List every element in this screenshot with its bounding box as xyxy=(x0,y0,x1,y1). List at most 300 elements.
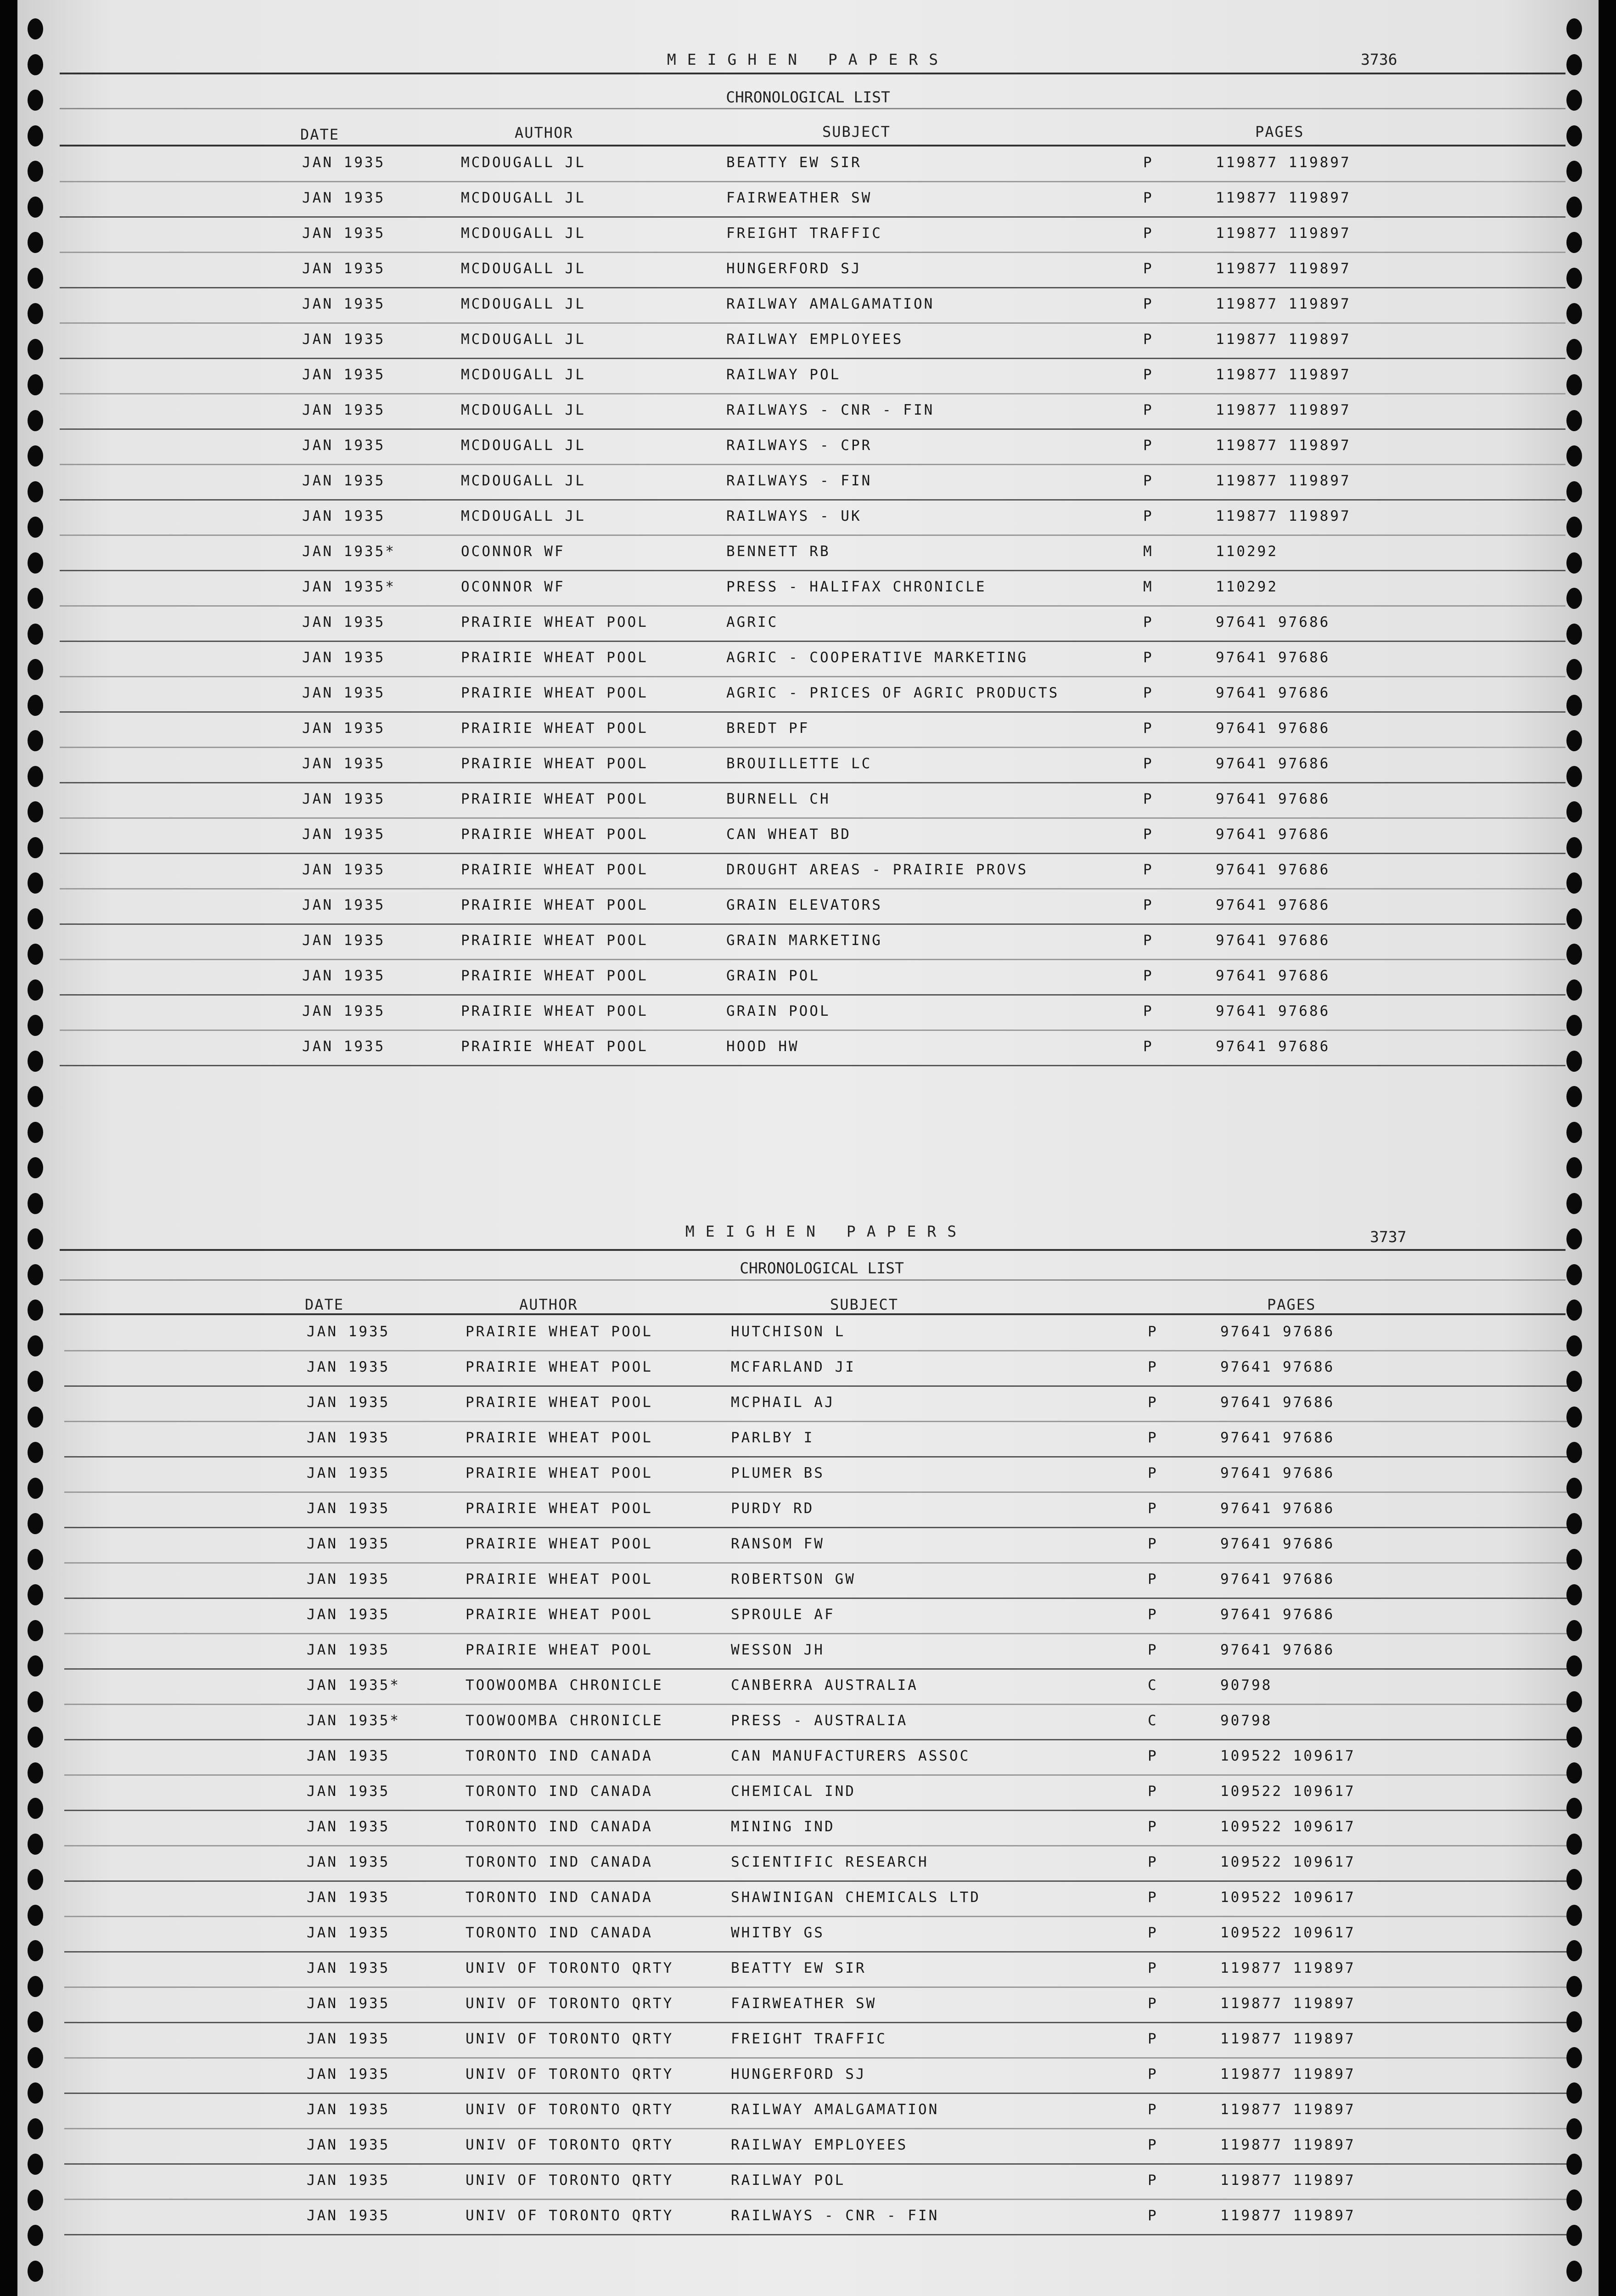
column-header-pages: PAGES xyxy=(1267,1296,1316,1313)
cell-date: JAN 1935 xyxy=(302,225,386,242)
cell-date: JAN 1935 xyxy=(307,2137,390,2153)
header-rule xyxy=(60,1279,1566,1281)
cell-pages: 119877 119897 xyxy=(1216,154,1351,171)
table-row xyxy=(22,2165,1603,2200)
cell-subject: BENNETT RB xyxy=(726,543,830,560)
cell-type: P xyxy=(1148,2101,1158,2118)
table-row xyxy=(17,925,1599,960)
sprocket-hole xyxy=(1566,232,1582,253)
sprocket-hole xyxy=(1566,872,1582,894)
cell-pages: 119877 119897 xyxy=(1216,366,1351,383)
table-row xyxy=(22,1776,1603,1811)
sprocket-hole xyxy=(1566,1584,1582,1605)
cell-subject: AGRIC - PRICES OF AGRIC PRODUCTS xyxy=(726,685,1060,701)
cell-author: PRAIRIE WHEAT POOL xyxy=(466,1606,653,1623)
cell-subject: RANSOM FW xyxy=(731,1536,825,1552)
sprocket-hole xyxy=(1566,445,1582,467)
cell-subject: SCIENTIFIC RESEARCH xyxy=(731,1854,929,1870)
cell-date: JAN 1935 xyxy=(307,1642,390,1658)
sprocket-hole xyxy=(1566,2189,1582,2211)
cell-subject: SHAWINIGAN CHEMICALS LTD xyxy=(731,1889,981,1906)
cell-pages: 97641 97686 xyxy=(1220,1606,1335,1623)
sprocket-hole xyxy=(1566,1620,1582,1641)
cell-author: MCDOUGALL JL xyxy=(461,331,586,348)
cell-date: JAN 1935 xyxy=(302,1003,386,1019)
cell-subject: FREIGHT TRAFFIC xyxy=(731,2031,887,2047)
cell-date: JAN 1935 xyxy=(302,402,386,418)
sprocket-hole xyxy=(1566,1655,1582,1677)
cell-author: MCDOUGALL JL xyxy=(461,154,586,171)
cell-subject: RAILWAY EMPLOYEES xyxy=(731,2137,908,2153)
sprocket-hole xyxy=(1566,2082,1582,2104)
cell-author: TORONTO IND CANADA xyxy=(466,1854,653,1870)
cell-author: MCDOUGALL JL xyxy=(461,366,586,383)
sprocket-hole xyxy=(1566,161,1582,182)
sprocket-hole xyxy=(28,1584,43,1605)
table-row xyxy=(22,1351,1603,1387)
sprocket-hole xyxy=(1566,1407,1582,1428)
cell-type: P xyxy=(1148,1818,1158,1835)
cell-author: MCDOUGALL JL xyxy=(461,508,586,524)
cell-pages: 97641 97686 xyxy=(1216,614,1330,630)
header-rule xyxy=(60,108,1566,109)
cell-subject: HUTCHISON L xyxy=(731,1323,846,1340)
cell-pages: 109522 109617 xyxy=(1220,1889,1356,1906)
cell-subject: RAILWAY POL xyxy=(731,2172,846,2189)
header-rule xyxy=(60,73,1566,74)
cell-date: JAN 1935 xyxy=(302,296,386,312)
cell-author: TORONTO IND CANADA xyxy=(466,1818,653,1835)
sprocket-hole xyxy=(28,1798,43,1819)
cell-pages: 119877 119897 xyxy=(1220,1960,1356,1976)
table-row xyxy=(17,677,1599,713)
cell-pages: 109522 109617 xyxy=(1220,1854,1356,1870)
cell-pages: 97641 97686 xyxy=(1216,720,1330,737)
cell-author: PRAIRIE WHEAT POOL xyxy=(461,897,648,913)
cell-author: MCDOUGALL JL xyxy=(461,296,586,312)
cell-pages: 110292 xyxy=(1216,543,1278,560)
row-divider xyxy=(64,2234,1570,2235)
row-divider xyxy=(60,1065,1566,1066)
table-row xyxy=(17,536,1599,571)
sprocket-hole xyxy=(1566,2154,1582,2175)
sprocket-hole xyxy=(1566,2011,1582,2032)
cell-pages: 119877 119897 xyxy=(1220,1995,1356,2012)
table-row xyxy=(17,1031,1599,1066)
cell-type: M xyxy=(1143,543,1154,560)
cell-author: TORONTO IND CANADA xyxy=(466,1748,653,1764)
cell-pages: 119877 119897 xyxy=(1216,296,1351,312)
cell-subject: PLUMER BS xyxy=(731,1465,825,1481)
table-row xyxy=(22,2059,1603,2094)
cell-type: P xyxy=(1148,2137,1158,2153)
cell-date: JAN 1935 xyxy=(302,968,386,984)
cell-subject: PARLBY I xyxy=(731,1429,814,1446)
sprocket-hole xyxy=(28,837,43,858)
cell-date: JAN 1935 xyxy=(307,1854,390,1870)
table-row xyxy=(17,324,1599,359)
cell-pages: 97641 97686 xyxy=(1216,755,1330,772)
sprocket-hole xyxy=(28,481,43,502)
cell-author: TORONTO IND CANADA xyxy=(466,1889,653,1906)
sprocket-hole xyxy=(28,1086,43,1107)
cell-date: JAN 1935 xyxy=(302,685,386,701)
sprocket-hole xyxy=(28,517,43,538)
cell-type: P xyxy=(1148,1500,1158,1517)
cell-pages: 119877 119897 xyxy=(1216,402,1351,418)
cell-type: P xyxy=(1143,932,1154,949)
cell-type: P xyxy=(1143,968,1154,984)
cell-type: P xyxy=(1148,1394,1158,1411)
column-header-subject: SUBJECT xyxy=(822,123,891,141)
sprocket-hole xyxy=(1566,1478,1582,1499)
cell-subject: PURDY RD xyxy=(731,1500,814,1517)
sprocket-hole xyxy=(28,374,43,395)
cell-type: P xyxy=(1148,1536,1158,1552)
sprocket-hole xyxy=(28,1513,43,1534)
cell-type: P xyxy=(1143,190,1154,206)
sprocket-hole xyxy=(28,2047,43,2068)
cell-date: JAN 1935 xyxy=(302,649,386,666)
cell-author: PRAIRIE WHEAT POOL xyxy=(461,685,648,701)
cell-date: JAN 1935* xyxy=(302,579,396,595)
sprocket-hole xyxy=(28,695,43,716)
sprocket-hole xyxy=(1566,1976,1582,1997)
cell-type: P xyxy=(1148,1925,1158,1941)
cell-type: P xyxy=(1143,755,1154,772)
cell-subject: RAILWAYS - CPR xyxy=(726,437,872,454)
sprocket-hole xyxy=(28,54,43,75)
sprocket-hole xyxy=(28,1869,43,1890)
sprocket-hole xyxy=(1566,2047,1582,2068)
sprocket-hole xyxy=(1566,1798,1582,1819)
cell-pages: 97641 97686 xyxy=(1220,1429,1335,1446)
table-row xyxy=(17,607,1599,642)
cell-type: P xyxy=(1143,897,1154,913)
cell-type: P xyxy=(1143,720,1154,737)
cell-pages: 90798 xyxy=(1220,1677,1273,1694)
table-row xyxy=(22,1599,1603,1634)
table-row xyxy=(22,2129,1603,2165)
cell-date: JAN 1935 xyxy=(307,1889,390,1906)
cell-pages: 97641 97686 xyxy=(1220,1394,1335,1411)
cell-type: P xyxy=(1148,1889,1158,1906)
cell-author: PRAIRIE WHEAT POOL xyxy=(461,649,648,666)
sprocket-hole xyxy=(28,1193,43,1214)
cell-author: UNIV OF TORONTO QRTY xyxy=(466,2101,674,2118)
sprocket-hole xyxy=(1566,1335,1582,1356)
column-header-pages: PAGES xyxy=(1255,123,1304,141)
cell-pages: 119877 119897 xyxy=(1216,190,1351,206)
cell-pages: 119877 119897 xyxy=(1216,473,1351,489)
sprocket-hole xyxy=(28,1300,43,1321)
cell-author: MCDOUGALL JL xyxy=(461,225,586,242)
cell-author: MCDOUGALL JL xyxy=(461,190,586,206)
sprocket-hole xyxy=(1566,1193,1582,1214)
table-row xyxy=(22,1422,1603,1458)
sprocket-hole xyxy=(28,1228,43,1249)
cell-subject: SPROULE AF xyxy=(731,1606,835,1623)
cell-date: JAN 1935 xyxy=(302,508,386,524)
cell-date: JAN 1935 xyxy=(302,331,386,348)
cell-pages: 97641 97686 xyxy=(1216,861,1330,878)
table-row xyxy=(17,819,1599,854)
sprocket-hole xyxy=(28,1015,43,1036)
cell-author: PRAIRIE WHEAT POOL xyxy=(466,1536,653,1552)
cell-author: UNIV OF TORONTO QRTY xyxy=(466,2031,674,2047)
cell-author: UNIV OF TORONTO QRTY xyxy=(466,2066,674,2082)
cell-author: UNIV OF TORONTO QRTY xyxy=(466,2137,674,2153)
cell-author: UNIV OF TORONTO QRTY xyxy=(466,2172,674,2189)
cell-pages: 109522 109617 xyxy=(1220,1783,1356,1800)
cell-pages: 97641 97686 xyxy=(1216,897,1330,913)
cell-pages: 119877 119897 xyxy=(1220,2172,1356,2189)
list-title: CHRONOLOGICAL LIST xyxy=(726,88,890,106)
cell-type: P xyxy=(1143,296,1154,312)
cell-type: P xyxy=(1143,402,1154,418)
sprocket-hole xyxy=(1566,552,1582,574)
cell-date: JAN 1935 xyxy=(307,1536,390,1552)
cell-pages: 97641 97686 xyxy=(1216,791,1330,807)
cell-date: JAN 1935 xyxy=(302,437,386,454)
table-row xyxy=(17,996,1599,1031)
cell-pages: 119877 119897 xyxy=(1220,2031,1356,2047)
cell-author: UNIV OF TORONTO QRTY xyxy=(466,1995,674,2012)
sprocket-hole xyxy=(28,1655,43,1677)
cell-date: JAN 1935 xyxy=(307,1500,390,1517)
table-row xyxy=(17,147,1599,182)
cell-pages: 97641 97686 xyxy=(1220,1642,1335,1658)
sprocket-hole xyxy=(1566,588,1582,609)
sprocket-hole xyxy=(1566,1727,1582,1748)
cell-date: JAN 1935 xyxy=(307,2066,390,2082)
sprocket-hole xyxy=(1566,1869,1582,1890)
sprocket-hole xyxy=(1566,1691,1582,1712)
sprocket-hole xyxy=(28,1407,43,1428)
table-row xyxy=(17,571,1599,607)
cell-date: JAN 1935 xyxy=(307,1359,390,1375)
cell-type: P xyxy=(1143,366,1154,383)
cell-pages: 97641 97686 xyxy=(1216,1003,1330,1019)
column-header-author: AUTHOR xyxy=(519,1296,578,1313)
cell-subject: DROUGHT AREAS - PRAIRIE PROVS xyxy=(726,861,1028,878)
cell-type: P xyxy=(1148,2172,1158,2189)
table-row xyxy=(17,748,1599,783)
cell-subject: CAN MANUFACTURERS ASSOC xyxy=(731,1748,971,1764)
cell-type: P xyxy=(1143,260,1154,277)
cell-subject: RAILWAY AMALGAMATION xyxy=(726,296,935,312)
cell-date: JAN 1935 xyxy=(302,932,386,949)
cell-subject: WESSON JH xyxy=(731,1642,825,1658)
table-row xyxy=(17,218,1599,253)
table-row xyxy=(17,253,1599,288)
cell-pages: 97641 97686 xyxy=(1216,685,1330,701)
sprocket-hole xyxy=(28,161,43,182)
cell-subject: WHITBY GS xyxy=(731,1925,825,1941)
table-row xyxy=(17,960,1599,996)
cell-date: JAN 1935 xyxy=(302,720,386,737)
cell-date: JAN 1935 xyxy=(307,2207,390,2224)
sprocket-hole xyxy=(1566,481,1582,502)
sprocket-hole xyxy=(28,2082,43,2104)
cell-pages: 119877 119897 xyxy=(1220,2137,1356,2153)
list-title: CHRONOLOGICAL LIST xyxy=(740,1259,904,1277)
table-row xyxy=(22,1564,1603,1599)
sprocket-hole xyxy=(28,1762,43,1784)
sprocket-hole xyxy=(1566,1513,1582,1534)
cell-author: PRAIRIE WHEAT POOL xyxy=(461,755,648,772)
sprocket-hole xyxy=(28,1122,43,1143)
cell-author: MCDOUGALL JL xyxy=(461,473,586,489)
sprocket-hole xyxy=(28,197,43,218)
cell-type: P xyxy=(1148,1359,1158,1375)
cell-author: PRAIRIE WHEAT POOL xyxy=(466,1359,653,1375)
cell-type: P xyxy=(1143,154,1154,171)
cell-subject: GRAIN POL xyxy=(726,968,820,984)
cell-subject: BEATTY EW SIR xyxy=(731,1960,866,1976)
cell-date: JAN 1935 xyxy=(302,366,386,383)
table-row xyxy=(17,783,1599,819)
sprocket-hole xyxy=(1566,695,1582,716)
sprocket-hole xyxy=(28,90,43,111)
sprocket-hole xyxy=(1566,659,1582,680)
cell-date: JAN 1935 xyxy=(307,1748,390,1764)
cell-date: JAN 1935 xyxy=(307,1995,390,2012)
cell-subject: BURNELL CH xyxy=(726,791,830,807)
cell-author: OCONNOR WF xyxy=(461,543,565,560)
sprocket-hole xyxy=(28,1051,43,1072)
cell-type: M xyxy=(1143,579,1154,595)
table-row xyxy=(22,1316,1603,1351)
cell-type: P xyxy=(1148,1783,1158,1800)
cell-date: JAN 1935* xyxy=(302,543,396,560)
sprocket-hole xyxy=(1566,1086,1582,1107)
cell-type: P xyxy=(1143,508,1154,524)
sprocket-hole xyxy=(28,801,43,822)
sprocket-hole xyxy=(28,1620,43,1641)
cell-author: PRAIRIE WHEAT POOL xyxy=(461,720,648,737)
table-row xyxy=(22,1634,1603,1670)
sprocket-hole xyxy=(1566,837,1582,858)
sprocket-hole xyxy=(28,410,43,431)
cell-author: MCDOUGALL JL xyxy=(461,260,586,277)
cell-pages: 97641 97686 xyxy=(1220,1465,1335,1481)
sprocket-hole xyxy=(28,1442,43,1463)
sprocket-hole xyxy=(28,1371,43,1392)
cell-author: PRAIRIE WHEAT POOL xyxy=(466,1642,653,1658)
sprocket-hole xyxy=(1566,1157,1582,1178)
cell-pages: 119877 119897 xyxy=(1216,437,1351,454)
sprocket-hole xyxy=(28,268,43,289)
cell-author: PRAIRIE WHEAT POOL xyxy=(466,1429,653,1446)
page-number: 3736 xyxy=(1361,51,1397,68)
cell-date: JAN 1935 xyxy=(302,473,386,489)
sprocket-hole xyxy=(1566,1940,1582,1961)
table-row xyxy=(22,1387,1603,1422)
cell-pages: 97641 97686 xyxy=(1220,1536,1335,1552)
table-row xyxy=(17,394,1599,430)
sprocket-hole xyxy=(1566,197,1582,218)
cell-pages: 97641 97686 xyxy=(1220,1359,1335,1375)
sprocket-hole xyxy=(1566,339,1582,360)
cell-type: P xyxy=(1143,225,1154,242)
column-header-author: AUTHOR xyxy=(515,124,573,141)
cell-author: PRAIRIE WHEAT POOL xyxy=(466,1323,653,1340)
cell-date: JAN 1935 xyxy=(302,897,386,913)
cell-subject: GRAIN POOL xyxy=(726,1003,830,1019)
cell-author: TORONTO IND CANADA xyxy=(466,1783,653,1800)
cell-type: P xyxy=(1148,1606,1158,1623)
sprocket-hole xyxy=(28,2154,43,2175)
cell-type: P xyxy=(1148,1960,1158,1976)
header-rule xyxy=(60,1313,1566,1315)
cell-author: PRAIRIE WHEAT POOL xyxy=(461,1003,648,1019)
cell-date: JAN 1935 xyxy=(307,1606,390,1623)
cell-type: P xyxy=(1143,614,1154,630)
cell-subject: MCPHAIL AJ xyxy=(731,1394,835,1411)
cell-pages: 110292 xyxy=(1216,579,1278,595)
cell-author: TOOWOOMBA CHRONICLE xyxy=(466,1712,663,1729)
cell-date: JAN 1935 xyxy=(302,260,386,277)
table-row xyxy=(17,465,1599,501)
cell-author: TOOWOOMBA CHRONICLE xyxy=(466,1677,663,1694)
sprocket-hole xyxy=(1566,2261,1582,2282)
cell-type: P xyxy=(1143,1038,1154,1055)
cell-subject: CANBERRA AUSTRALIA xyxy=(731,1677,918,1694)
sprocket-hole xyxy=(1566,18,1582,39)
cell-author: MCDOUGALL JL xyxy=(461,402,586,418)
cell-pages: 97641 97686 xyxy=(1216,649,1330,666)
cell-date: JAN 1935 xyxy=(302,190,386,206)
sprocket-hole xyxy=(1566,1300,1582,1321)
sprocket-hole xyxy=(28,944,43,965)
sprocket-hole xyxy=(1566,766,1582,787)
cell-type: P xyxy=(1148,1854,1158,1870)
sprocket-hole xyxy=(1566,1015,1582,1036)
cell-pages: 119877 119897 xyxy=(1220,2066,1356,2082)
cell-pages: 119877 119897 xyxy=(1216,225,1351,242)
cell-pages: 97641 97686 xyxy=(1220,1323,1335,1340)
table-row xyxy=(17,359,1599,394)
cell-type: P xyxy=(1148,2066,1158,2082)
table-row xyxy=(17,288,1599,324)
cell-pages: 119877 119897 xyxy=(1216,260,1351,277)
sprocket-hole xyxy=(28,1727,43,1748)
table-row xyxy=(22,1458,1603,1493)
sprocket-hole xyxy=(28,2261,43,2282)
cell-pages: 97641 97686 xyxy=(1216,968,1330,984)
cell-author: PRAIRIE WHEAT POOL xyxy=(461,614,648,630)
sprocket-hole xyxy=(28,339,43,360)
cell-subject: RAILWAYS - CNR - FIN xyxy=(731,2207,939,2224)
sprocket-hole xyxy=(1566,1228,1582,1249)
cell-author: MCDOUGALL JL xyxy=(461,437,586,454)
cell-pages: 97641 97686 xyxy=(1216,826,1330,843)
cell-subject: BEATTY EW SIR xyxy=(726,154,862,171)
cell-author: PRAIRIE WHEAT POOL xyxy=(461,791,648,807)
table-row xyxy=(22,1882,1603,1917)
cell-author: PRAIRIE WHEAT POOL xyxy=(466,1465,653,1481)
cell-type: P xyxy=(1148,1323,1158,1340)
cell-subject: HUNGERFORD SJ xyxy=(731,2066,866,2082)
cell-author: PRAIRIE WHEAT POOL xyxy=(461,932,648,949)
cell-pages: 119877 119897 xyxy=(1216,331,1351,348)
cell-type: C xyxy=(1148,1677,1158,1694)
cell-subject: RAILWAYS - CNR - FIN xyxy=(726,402,935,418)
cell-subject: CHEMICAL IND xyxy=(731,1783,856,1800)
sprocket-hole xyxy=(28,1335,43,1356)
sprocket-hole xyxy=(1566,303,1582,324)
